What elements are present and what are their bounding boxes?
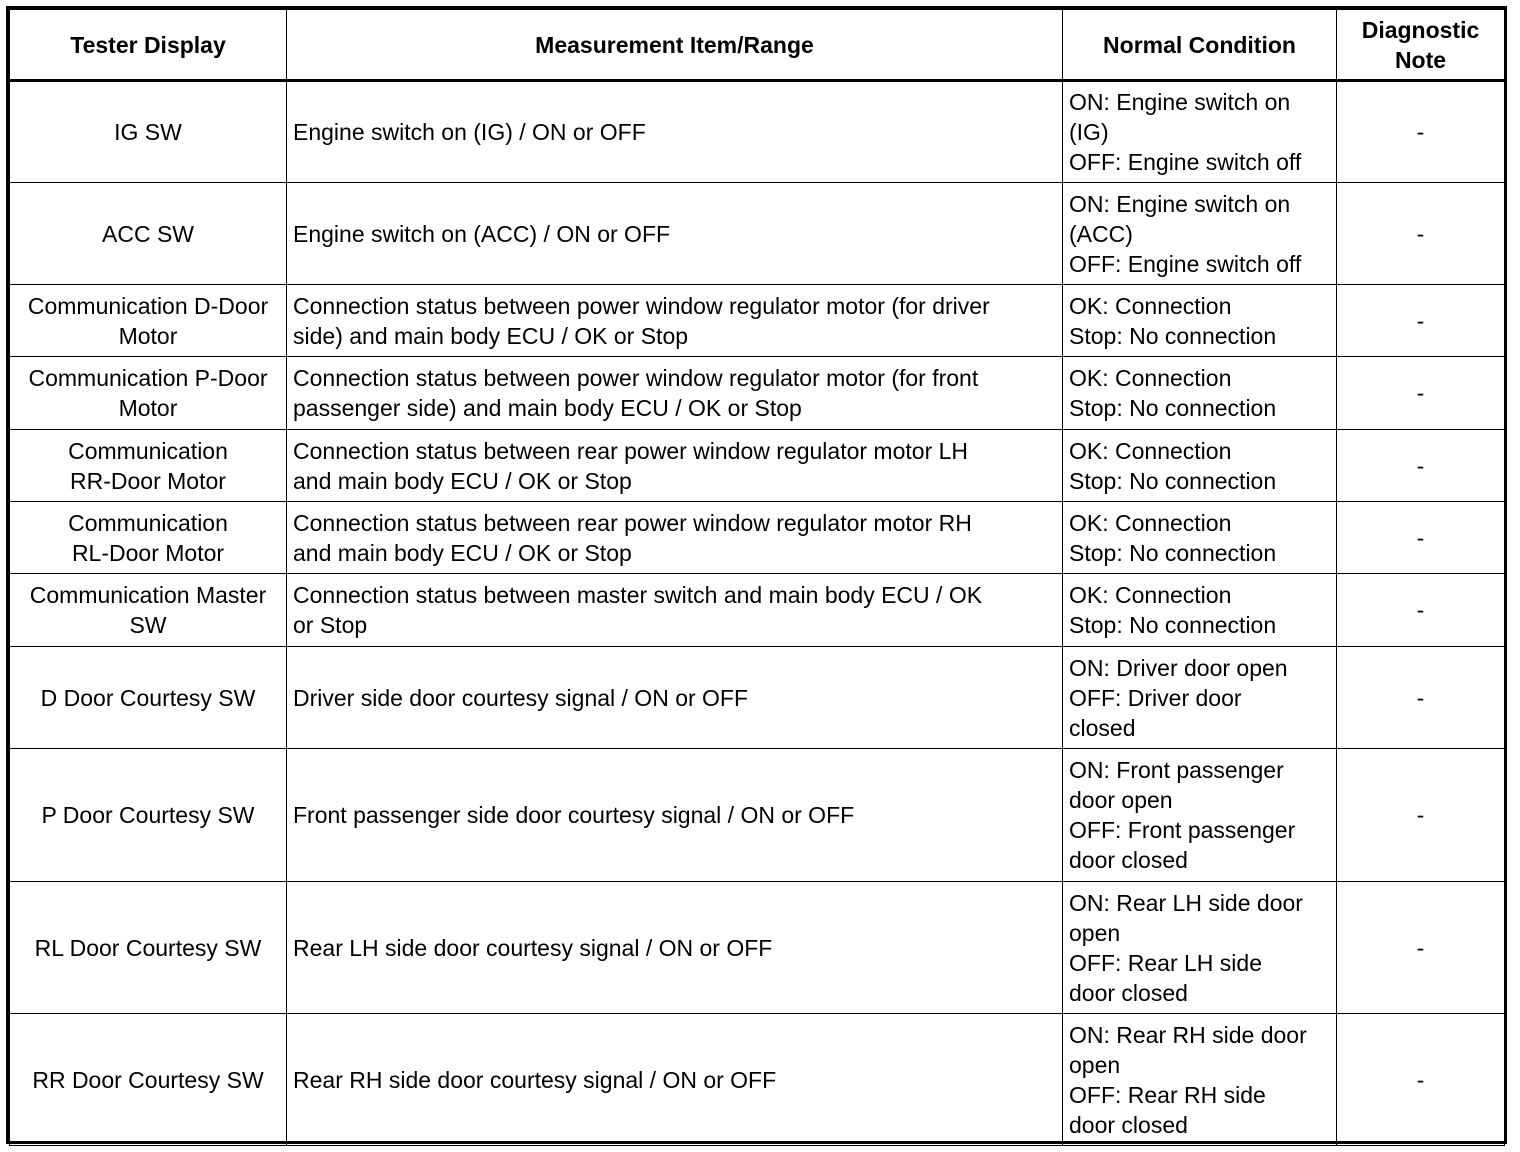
measurement-cell-line: or Stop [293,612,368,638]
measurement-cell-line: Driver side door courtesy signal / ON or OFF [293,684,749,711]
normal-condition-cell [1063,502,1337,574]
normal-condition-cell [1063,749,1337,882]
normal-condition-cell-line: ON: Driver door open [1069,654,1288,681]
measurement-cell [287,647,1063,749]
diagnostic-note-cell: - [1337,81,1505,183]
normal-condition-cell-line: OFF: Rear RH side [1069,1081,1266,1108]
tester-display-cell [10,430,287,502]
measurement-cell-line: Connection status between power window regulator motor (for driver [293,292,990,319]
measurement-cell [287,81,1063,183]
measurement-cell-line: side) and main body ECU / OK or Stop [293,322,689,349]
measurement-cell [287,1014,1063,1146]
normal-condition-cell-line: Stop: No connection [1069,395,1277,421]
normal-condition-cell-line: (IG) [1069,119,1109,145]
table-row [10,183,1505,285]
normal-condition-cell-line: OK: Connection [1069,509,1232,536]
table-header-row [10,10,1505,81]
normal-condition-cell [1063,357,1337,430]
normal-condition-cell-line: OFF: Driver door [1069,684,1242,711]
normal-condition-cell-line: closed [1069,714,1136,741]
normal-condition-cell [1063,81,1337,183]
header-tester-display: Tester Display [10,10,287,81]
tester-display-cell [10,647,287,749]
measurement-cell [287,502,1063,574]
measurement-cell-line: Connection status between rear power window regulator motor RH [293,509,972,536]
table-row [10,1014,1505,1146]
tester-display-cell-line: D Door Courtesy SW [40,684,256,711]
tester-display-cell [10,574,287,647]
table-row [10,357,1505,430]
measurement-cell [287,749,1063,882]
table-row [10,285,1505,357]
diagnostic-note-cell: - [1337,357,1505,430]
tester-display-cell [10,1014,287,1146]
diagnostic-note-cell: - [1337,285,1505,357]
tester-data-table [9,9,1505,1146]
normal-condition-cell-line: ON: Rear LH side door [1069,889,1303,916]
normal-condition-cell-line: OFF: Rear LH side [1069,949,1262,976]
normal-condition-cell-line: open [1069,919,1121,946]
measurement-cell [287,430,1063,502]
header-measurement: Measurement Item/Range [287,10,1063,81]
tester-display-cell-line: Communication P-Door [28,365,268,391]
measurement-cell-line: and main body ECU / OK or Stop [293,539,632,566]
measurement-cell-line: Rear LH side door courtesy signal / ON or OFF [293,934,773,961]
tester-display-cell-line: ACC SW [102,220,194,247]
normal-condition-cell-line: OFF: Engine switch off [1069,149,1302,175]
normal-condition-cell-line: OK: Connection [1069,582,1232,608]
tester-display-cell [10,285,287,357]
normal-condition-cell-line: (ACC) [1069,220,1133,247]
tester-display-cell-line: RL Door Courtesy SW [34,934,262,961]
measurement-cell [287,882,1063,1014]
tester-display-cell [10,357,287,430]
table-row [10,430,1505,502]
table-body [10,81,1505,1146]
normal-condition-cell [1063,285,1337,357]
tester-display-cell [10,749,287,882]
normal-condition-cell-line: OFF: Engine switch off [1069,250,1302,277]
table-row [10,882,1505,1014]
normal-condition-cell-line: ON: Engine switch on [1069,89,1291,115]
diagnostic-note-cell: - [1337,430,1505,502]
table-row [10,502,1505,574]
diagnostic-note-cell: - [1337,1014,1505,1146]
tester-display-cell-line: IG SW [114,119,182,145]
normal-condition-cell-line: door closed [1069,979,1188,1006]
header-normal-condition: Normal Condition [1063,10,1337,81]
tester-data-table-container [6,6,1507,1144]
tester-display-cell-line: Communication Master [29,582,267,608]
tester-display-cell-line: P Door Courtesy SW [41,802,255,828]
measurement-cell-line: and main body ECU / OK or Stop [293,467,632,494]
tester-display-cell [10,81,287,183]
table-row [10,81,1505,183]
normal-condition-cell-line: Stop: No connection [1069,612,1277,638]
normal-condition-cell-line: door closed [1069,847,1188,873]
normal-condition-cell-line: OK: Connection [1069,365,1232,391]
tester-display-cell-line: RL-Door Motor [71,539,225,566]
measurement-cell-line: Front passenger side door courtesy signal / ON or OFF [293,802,855,828]
measurement-cell [287,357,1063,430]
normal-condition-cell-line: ON: Front passenger [1069,757,1284,783]
measurement-cell-line: Connection status between rear power window regulator motor LH [293,437,969,464]
tester-display-cell-line: RR Door Courtesy SW [32,1066,264,1093]
normal-condition-cell [1063,647,1337,749]
measurement-cell [287,574,1063,647]
tester-display-cell-line: Communication [68,509,228,536]
normal-condition-cell-line: OFF: Front passenger [1069,817,1296,843]
normal-condition-cell [1063,574,1337,647]
diagnostic-note-cell: - [1337,882,1505,1014]
measurement-cell-line: Engine switch on (IG) / ON or OFF [293,119,646,145]
diagnostic-note-cell: - [1337,183,1505,285]
table-row [10,647,1505,749]
tester-display-cell-line: RR-Door Motor [70,467,226,494]
diagnostic-note-cell: - [1337,647,1505,749]
normal-condition-cell-line: OK: Connection [1069,292,1232,319]
tester-display-cell-line: SW [129,612,167,638]
normal-condition-cell-line: open [1069,1051,1121,1078]
table-row [10,574,1505,647]
normal-condition-cell [1063,1014,1337,1146]
measurement-cell [287,285,1063,357]
normal-condition-cell-line: Stop: No connection [1069,322,1277,349]
tester-display-cell-line: Communication [68,437,228,464]
normal-condition-cell-line: ON: Engine switch on [1069,190,1291,217]
tester-display-cell-line: Motor [118,395,178,421]
normal-condition-cell [1063,430,1337,502]
measurement-cell-line: Engine switch on (ACC) / ON or OFF [293,220,671,247]
normal-condition-cell-line: ON: Rear RH side door [1069,1021,1307,1048]
diagnostic-note-cell: - [1337,502,1505,574]
measurement-cell-line: Rear RH side door courtesy signal / ON or OFF [293,1066,777,1093]
normal-condition-cell-line: OK: Connection [1069,437,1232,464]
normal-condition-cell-line: door open [1069,787,1173,813]
header-diagnostic-note-line: Diagnostic [1361,16,1480,43]
normal-condition-cell-line: door closed [1069,1111,1188,1138]
tester-display-cell [10,882,287,1014]
measurement-cell-line: Connection status between power window regulator motor (for front [293,365,979,391]
table-row [10,749,1505,882]
tester-display-cell [10,502,287,574]
tester-display-cell-line: Motor [118,322,178,349]
normal-condition-cell-line: Stop: No connection [1069,539,1277,566]
measurement-cell-line: Connection status between master switch and main body ECU / OK [293,582,983,608]
tester-display-cell [10,183,287,285]
measurement-cell-line: passenger side) and main body ECU / OK or Stop [293,395,802,421]
normal-condition-cell [1063,183,1337,285]
measurement-cell [287,183,1063,285]
tester-display-cell-line: Communication D-Door [27,292,269,319]
diagnostic-note-cell: - [1337,749,1505,882]
header-diagnostic-note [1337,10,1505,81]
normal-condition-cell-line: Stop: No connection [1069,467,1277,494]
diagnostic-note-cell: - [1337,574,1505,647]
header-diagnostic-note-line: Note [1394,46,1447,73]
normal-condition-cell [1063,882,1337,1014]
